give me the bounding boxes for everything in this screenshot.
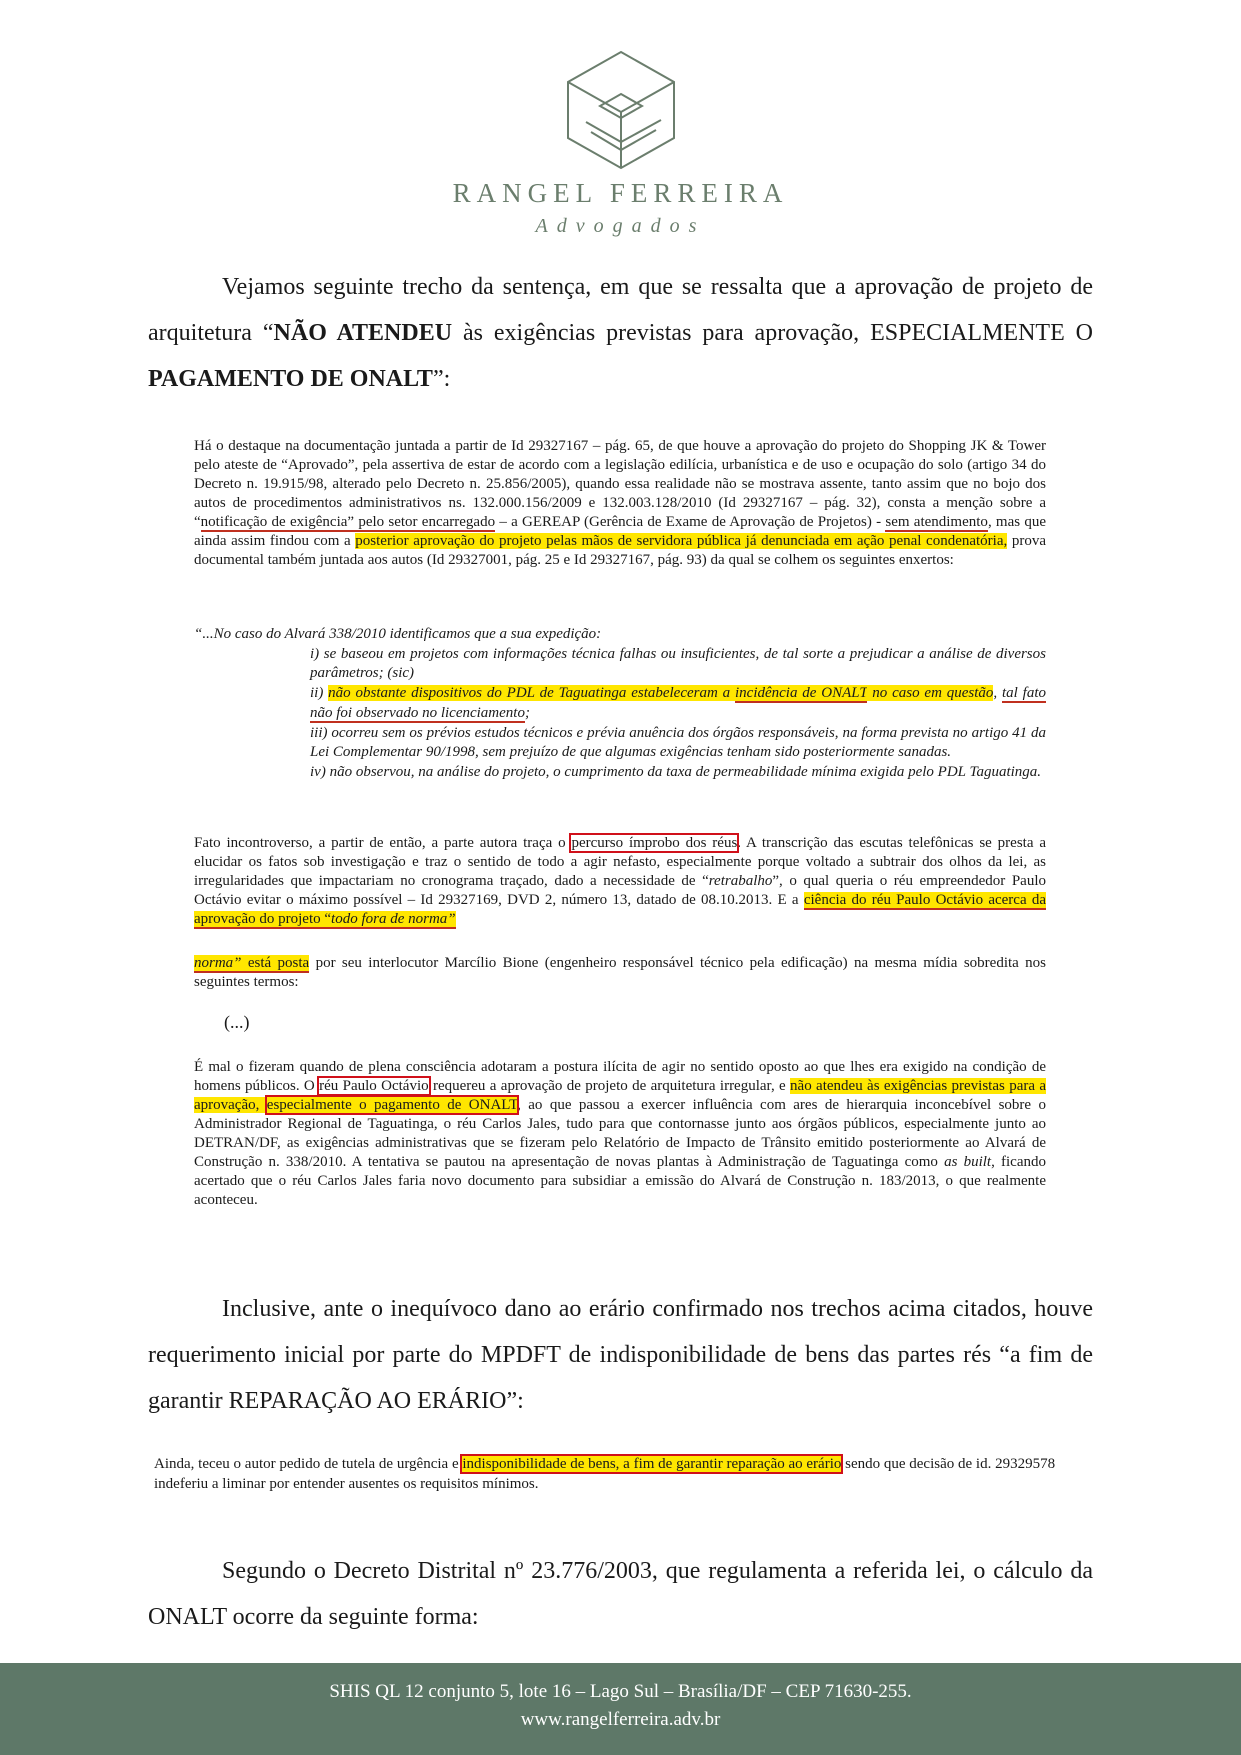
- intro-paragraph: Vejamos seguinte trecho da sentença, em que se ressalta que a aprovação de projeto de arquitetura “NÃO ATENDEU às exigências previstas para aprovação, ESPECIALMENTE O PAGAMENTO DE ONALT”:: [148, 274, 1094, 392]
- body-paragraph-3: Segundo o Decreto Distrital nº 23.776/2003, que regulamenta a referida lei, o cálculo da ONALT ocorre da seguinte forma:: [148, 1558, 1093, 1630]
- quote-excerpt-1: Há o destaque na documentação juntada a partir de Id 29327167 – pág. 65, de que houve a aprovação do projeto do Shopping JK & Tower pelo ateste de “Aprovado”, pela assertiva de estar de acordo com a legislação edilícia, urbanística e de uso e ocupação do solo (artigo 34 do Decreto n. 19.915/98, alterado pelo Decreto n. 25.856/2005), quando essa realidade não se mostrava assente, tanto assim que no bojo dos autos de procedimentos administrativos ns. 132.000.156/2009 e 132.003.128/2010 (Id 29327167 – pág. 32), consta a menção sobre a “notificação de exigência” pelo setor encarregado – a GEREAP (Gerência de Exame de Aprovação de Projetos) - sem atendimento, mas que ainda assim findou com a posterior aprovação do projeto pelas mãos de servidora pública já denunciada em ação penal condenatória, prova documental também juntada aos autos (Id 29327001, pág. 25 e Id 29327167, pág. 93) da qual se colhem os seguintes enxertos:: [194, 438, 1047, 568]
- brand-subtitle: Advogados: [535, 215, 706, 237]
- quote-list-item-ii: ii) não obstante dispositivos do PDL de Taguatinga estabeleceram a incidência de ONALT no caso em questão, tal fato não foi observado no licenciamento;: [310, 685, 1047, 721]
- footer-website[interactable]: www.rangelferreira.adv.br: [520, 1709, 721, 1730]
- footer: [0, 1663, 1241, 1755]
- diamond-monogram-logo: [566, 50, 676, 170]
- ellipsis: (...): [224, 1012, 250, 1032]
- brand-name: RANGEL FERREIRA: [452, 178, 789, 208]
- quote-list-item-iv: iv) não observou, na análise do projeto, o cumprimento da taxa de permeabilidade mínima exigida pelo PDL Taguatinga.: [310, 763, 1042, 780]
- quote-list: [194, 625, 1046, 783]
- body-paragraph-2: Inclusive, ante o inequívoco dano ao erário confirmado nos trechos acima citados, houve requerimento inicial por parte do MPDFT de indisponibilidade de bens das partes rés “a fim de garantir REPARAÇÃO AO ERÁRIO”:: [148, 1296, 1093, 1414]
- quote-excerpt-4: É mal o fizeram quando de plena consciência adotaram a postura ilícita de agir no sentido oposto ao que lhes era exigido na condição de homens públicos. O réu Paulo Octávio requereu a aprovação de projeto de arquitetura irregular, e não atendeu às exigências previstas para a aprovação, especialmente o pagamento de ONALT, ao que passou a exercer influência com ares de hierarquia inconcebível sobre o Administrador Regional de Taguatinga, o réu Carlos Jales, tudo para que contornasse junto aos órgãos públicos, especialmente junto ao DETRAN/DF, as exigências administrativas que se fizeram pelo Relatório de Impacto de Trânsito emitido posteriormente ao Alvará de Construção n. 338/2010. A tentativa se pautou na apresentação de novas plantas à Administração de Taguatinga como as built, ficando acertado que o réu Carlos Jales faria novo documento para subsidiar a emissão do Alvará de Construção n. 183/2013, o que realmente aconteceu.: [194, 1059, 1047, 1208]
- quote-excerpt-2: Fato incontroverso, a partir de então, a parte autora traça o percurso ímprobo dos réus. A transcrição das escutas telefônicas se presta a elucidar os fatos sob investigação e traz o sentido de todo a agir nefasto, especialmente porque voltado a subtrair dos olhos da lei, as irregularidades que impactariam no cronograma traçado, dado a necessidade de “retrabalho”, o qual queria o réu empreendedor Paulo Octávio evitar o máximo possível – Id 29327169, DVD 2, número 13, datado de 08.10.2013. E a ciência do réu Paulo Octávio acerca da aprovação do projeto “todo fora de norma”: [194, 835, 1047, 927]
- quote-excerpt-5: Ainda, teceu o autor pedido de tutela de urgência e indisponibilidade de bens, a fim de garantir reparação ao erário sendo que decisão de id. 29329578 indeferiu a liminar por entender ausentes os requisitos mínimos.: [154, 1456, 1056, 1492]
- quote-list-intro: “...No caso do Alvará 338/2010 identificamos que a sua expedição:: [194, 626, 602, 642]
- quote-excerpt-3: norma” está posta por seu interlocutor Marcílio Bione (engenheiro responsável técnico pela edificação) na mesma mídia sobredita nos seguintes termos:: [194, 955, 1047, 990]
- footer-address: SHIS QL 12 conjunto 5, lote 16 – Lago Sul – Brasília/DF – CEP 71630-255.: [329, 1681, 912, 1702]
- quote-list-item-iii: iii) ocorreu sem os prévios estudos técnicos e prévia anuência dos órgãos responsáveis, na forma prevista no artigo 41 da Lei Complementar 90/1998, sem prejuízo de que algumas exigências tenham sido posteriormente sanadas.: [310, 724, 1046, 761]
- quote-list-item-i: i) se baseou em projetos com informações técnica falhas ou insuficientes, de tal sorte a prejudicar a análise de diversos parâmetros; (sic): [310, 645, 1046, 682]
